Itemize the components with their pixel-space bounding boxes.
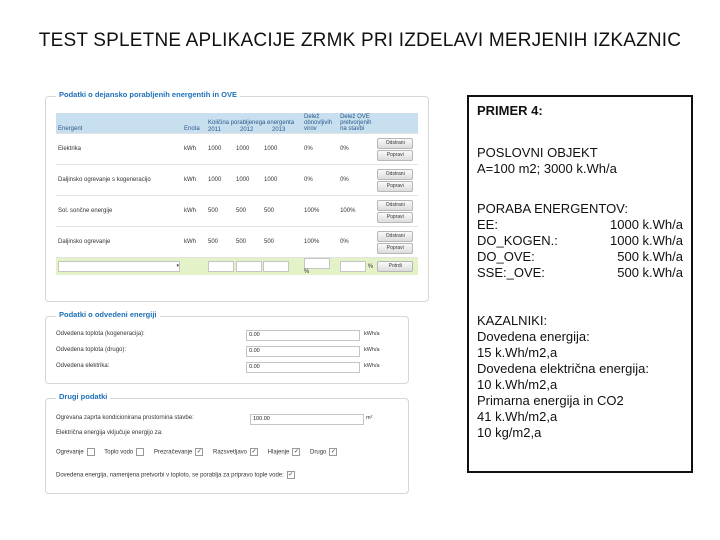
checkbox-group [56, 448, 345, 456]
outgoing-energy-panel [45, 310, 409, 384]
checkbox-label: Toplo vodo [104, 449, 134, 456]
checkbox-label: Drugo [310, 449, 327, 456]
cell-energent: Sol. sončne energije [56, 196, 182, 227]
cell-obnov: 100% [302, 196, 338, 227]
cell-2013: 500 [264, 208, 275, 214]
cell-energent: Daljinsko ogrevanje s kogeneracijo [56, 165, 182, 196]
energy-panel-title: Podatki o dejansko porabljenih energentih in OVE [56, 90, 240, 99]
other-data-title: Drugi podatki [56, 392, 110, 401]
indicator-line: 41 k.Wh/m2,a [477, 409, 558, 424]
percent-label: % [367, 264, 374, 271]
table-row [56, 227, 418, 258]
col-2011: 2011 [208, 127, 221, 133]
indicator-line: 10 k.Wh/m2,a [477, 377, 558, 392]
cell-enota: kWh [182, 196, 206, 227]
outgoing-energy-title: Podatki o odvedeni energiji [56, 310, 160, 319]
cell-actions [375, 165, 418, 196]
add-action-cell [375, 258, 418, 276]
input-2013[interactable] [263, 261, 289, 272]
cell-2012: 1000 [236, 146, 250, 152]
volume-label: Ogrevana zaprta kondicionirana prostornina stavbe: [56, 415, 194, 421]
electricity-includes-label: Električna energija vključuje energijo za: [56, 430, 163, 436]
unit-label: kWh/a [364, 347, 380, 353]
cell-2012: 1000 [236, 177, 250, 183]
cell-values [206, 196, 302, 227]
col-actions [375, 113, 418, 134]
percent-label: % [304, 269, 310, 275]
table-row [56, 165, 418, 196]
add-values-cell [206, 258, 302, 276]
consumption-label: DO_KOGEN.: [477, 233, 558, 248]
col-enota: Enota [182, 113, 206, 134]
consumption-label: SSE:_OVE: [477, 265, 545, 280]
cell-ove: 100% [338, 196, 375, 227]
object-line-1: POSLOVNI OBJEKT [477, 145, 598, 160]
ventilation-checkbox[interactable]: ✓ [196, 449, 202, 455]
cell-2013: 500 [264, 239, 275, 245]
cell-enota: kWh [182, 134, 206, 165]
example-heading: PRIMER 4: [477, 103, 543, 118]
edit-button[interactable]: Popravi [377, 181, 413, 192]
add-ove-cell [338, 258, 375, 276]
cell-energent: Daljinsko ogrevanje [56, 227, 182, 258]
volume-unit: m² [366, 415, 373, 421]
cell-obnov: 0% [302, 134, 338, 165]
cooling-checkbox[interactable]: ✓ [293, 449, 299, 455]
table-row [56, 134, 418, 165]
edit-button[interactable]: Popravi [377, 212, 413, 223]
col-kolicina-label: Količina porabljenega energenta [208, 120, 295, 126]
hot-water-label: Dovedena energija, namenjena pretvorbi v toploto, se porablja za pripravo tople vode: [56, 472, 284, 479]
indicators-title: KAZALNIKI: [477, 313, 548, 328]
edit-button[interactable]: Popravi [377, 243, 413, 254]
cell-obnov: 0% [302, 165, 338, 196]
consumption-value: 1000 k.Wh/a [610, 217, 683, 232]
slide-title: TEST SPLETNE APLIKACIJE ZRMK PRI IZDELAVI MERJENIH IZKAZNIC [38, 30, 682, 51]
checkbox-label: Razsvetljavo [212, 449, 247, 456]
cell-ove: 0% [338, 227, 375, 258]
unit-label: kWh/a [364, 331, 380, 337]
consumption-value: 500 k.Wh/a [617, 265, 683, 280]
chevron-down-icon: ▾ [176, 263, 179, 269]
hot-water-row [56, 471, 303, 479]
outgoing-heat-other-label: Odvedena toplota (drugo): [56, 347, 127, 353]
cell-2012: 500 [236, 239, 247, 245]
cell-2011: 500 [208, 208, 219, 214]
outgoing-heat-cogen-label: Odvedena toplota (kogeneracija): [56, 331, 145, 337]
energy-panel [45, 90, 429, 302]
delete-button[interactable]: Odstrani [377, 138, 413, 149]
cell-ove: 0% [338, 165, 375, 196]
cell-energent: Elektrika [56, 134, 182, 165]
table-row [56, 196, 418, 227]
cell-values [206, 165, 302, 196]
indicator-line: Dovedena energija: [477, 329, 590, 344]
add-row [56, 258, 418, 276]
energent-select[interactable] [58, 261, 180, 272]
cell-2011: 1000 [208, 146, 222, 152]
confirm-button[interactable]: Potrdi [377, 261, 413, 272]
cell-actions [375, 134, 418, 165]
delete-button[interactable]: Odstrani [377, 231, 413, 242]
cell-2011: 1000 [208, 177, 222, 183]
cell-enota: kWh [182, 227, 206, 258]
consumption-value: 1000 k.Wh/a [610, 233, 683, 248]
col-2012: 2012 [240, 127, 254, 133]
col-energent: Energent [56, 113, 182, 134]
input-ove[interactable] [340, 261, 366, 272]
add-enota-cell [182, 258, 206, 276]
cell-2012: 500 [236, 208, 247, 214]
volume-input[interactable]: 100.00 [250, 414, 364, 425]
hot-water-checkbox[interactable] [136, 448, 144, 456]
outgoing-heat-other-input[interactable]: 0.00 [246, 346, 360, 357]
example-box [467, 95, 693, 473]
cell-2011: 500 [208, 239, 219, 245]
unit-label: kWh/a [364, 363, 380, 369]
add-obnov-cell [302, 258, 338, 276]
cell-2013: 1000 [264, 177, 278, 183]
lighting-checkbox[interactable]: ✓ [251, 449, 257, 455]
col-kolicina [206, 113, 302, 134]
cell-enota: kWh [182, 165, 206, 196]
input-2011[interactable] [208, 261, 234, 272]
edit-button[interactable]: Popravi [377, 150, 413, 161]
other-data-panel [45, 392, 409, 494]
other-checkbox[interactable]: ✓ [330, 449, 336, 455]
energy-table [56, 113, 418, 275]
table-header [56, 113, 418, 134]
checkbox-label: Ogrevanje [56, 449, 84, 456]
cell-values [206, 227, 302, 258]
input-2012[interactable] [236, 261, 262, 272]
indicator-line: 15 k.Wh/m2,a [477, 345, 558, 360]
cell-actions [375, 227, 418, 258]
outgoing-electricity-input[interactable]: 0.00 [246, 362, 360, 373]
cell-actions [375, 196, 418, 227]
consumption-label: DO_OVE: [477, 249, 535, 264]
checkbox-label: Hlajenje [267, 449, 290, 456]
heating-checkbox[interactable] [87, 448, 95, 456]
hot-water-energy-checkbox[interactable]: ✓ [288, 472, 294, 478]
add-energent-cell [56, 258, 182, 276]
delete-button[interactable]: Odstrani [377, 169, 413, 180]
delete-button[interactable]: Odstrani [377, 200, 413, 211]
object-line-2: A=100 m2; 3000 k.Wh/a [477, 161, 617, 176]
col-delez-ove: Delež OVE pretvorjenih na stavbi [338, 113, 375, 134]
consumption-title: PORABA ENERGENTOV: [477, 201, 628, 216]
cell-values [206, 134, 302, 165]
consumption-label: EE: [477, 217, 498, 232]
input-obnov[interactable] [304, 258, 330, 269]
indicator-line: Primarna energija in CO2 [477, 393, 624, 408]
checkbox-label: Prezračevanje [153, 449, 193, 456]
outgoing-electricity-label: Odvedena elektrika: [56, 363, 110, 369]
cell-ove: 0% [338, 134, 375, 165]
cell-2013: 1000 [264, 146, 278, 152]
indicator-line: Dovedena električna energija: [477, 361, 649, 376]
indicator-line: 10 kg/m2,a [477, 425, 542, 440]
cell-obnov: 100% [302, 227, 338, 258]
col-delez-obnov: Delež obnovljivih virov [302, 113, 338, 134]
consumption-value: 500 k.Wh/a [617, 249, 683, 264]
outgoing-heat-cogen-input[interactable]: 0.00 [246, 330, 360, 341]
col-2013: 2013 [272, 127, 286, 133]
